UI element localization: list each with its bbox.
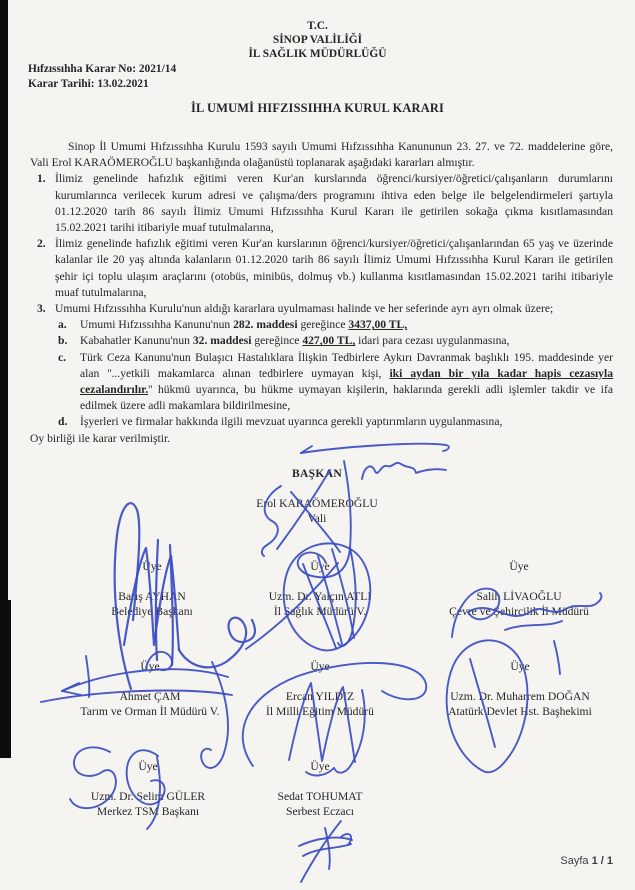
page-footer-label: Sayfa xyxy=(560,855,592,867)
text-segment: gereğince xyxy=(297,318,349,332)
signature-role: Üye xyxy=(142,560,162,573)
signature-role: BAŞKAN xyxy=(291,467,343,480)
scan-edge-artifact xyxy=(0,600,11,758)
item-number: 3. xyxy=(37,302,46,316)
text-segment: '' hükmü uyarınca, bu hükme uymayan kişilerin, haklarında gerekli adli işlemler takdir ve ifa edilmek üzere adli makamlara bildirilmesine, xyxy=(80,383,613,413)
text-segment: gereğince xyxy=(251,334,303,348)
text-segment: 3437,00 TL, xyxy=(348,318,408,332)
signature-block-member xyxy=(210,659,430,719)
letterhead-governorship: SİNOP VALİLİĞİ xyxy=(272,34,363,46)
signature-name: Ahmet ÇAM xyxy=(119,690,181,703)
signature-title: Merkez TSM Başkanı xyxy=(96,805,200,818)
signature-role: Üye xyxy=(310,560,330,573)
decision-subitem xyxy=(30,414,613,430)
text-segment: iki aydan bir yıla kadar hapis cezasıyla cezalandırılır. xyxy=(80,366,613,397)
decision-date: Karar Tarihi: 13.02.2021 xyxy=(28,78,149,90)
page-number: 1 / 1 xyxy=(591,855,613,867)
signature-block-chairman xyxy=(217,466,417,526)
closing-line: Oy birliği ile karar verilmiştir. xyxy=(30,431,171,445)
text-segment: 427,00 TL, xyxy=(302,334,356,348)
signature-block-member xyxy=(210,559,430,619)
document-body xyxy=(30,139,613,447)
signature-ink-member-8 xyxy=(299,821,352,882)
text-segment: İlimiz genelinde hafızlık eğitimi veren Kur'an kurslarında öğrenci/kursiyer/öğretici/çalışanların durumlarını kurumlarınca verilecek kurum adresi ve çalışma/ders programını ihtiva eden belge ile belgelendirmeleri şartıyla 01.12.2020 tarih 86 sayılı İlimiz Umumi Hıfzıssıhha Kurul Kararı ile getirilen sokağa çıkma kısıtlamasından 15.02.2021 tarihi itibariyle muaf tutulmalarına, xyxy=(55,172,613,235)
text-segment: Umumi Hıfzıssıhha Kanunu'nun xyxy=(80,318,234,332)
item-number: d. xyxy=(58,415,68,429)
signature-name: Uzm. Dr. Muharrem DOĞAN xyxy=(450,690,590,703)
signature-name: Uzm. Dr. Selim GÜLER xyxy=(90,790,206,803)
signature-block-member xyxy=(210,759,430,819)
item-number: 1. xyxy=(37,172,46,186)
item-number: b. xyxy=(58,334,68,348)
letterhead xyxy=(0,19,635,61)
signature-title: İl Milli Eğitim Müdürü xyxy=(266,705,374,718)
item-number: c. xyxy=(58,350,67,364)
letterhead-state: T.C. xyxy=(307,20,328,32)
signature-name: Ercan YILDIZ xyxy=(285,690,355,703)
decision-item xyxy=(30,171,613,236)
decision-number: Hıfzıssıhha Karar No: 2021/14 xyxy=(28,63,177,75)
item-number: 2. xyxy=(37,237,46,251)
signature-block-member xyxy=(410,659,630,719)
signature-title: Vali xyxy=(307,512,327,525)
signature-role: Üye xyxy=(310,760,330,773)
text-segment: Kabahatler Kanunu'nun xyxy=(80,334,193,348)
decision-subitem xyxy=(30,333,613,349)
text-segment: idari para cezası uygulanmasına, xyxy=(355,334,510,348)
text-segment: İlimiz genelinde hafızlık eğitimi veren Kur'an kurslarının öğrenci/kursiyer/öğretici/çalışanlarından 65 yaş ve üzerinde kalanlar ile 20 yaş altında kalanların 01.12.2020 tarih 86 sayılı İlimiz Umumi Hıfzıssıhha Kurul Kararı ile getirilen şehir içi toplu ulaşım araçlarını (otobüs, minibüs, dolmuş vb.) kullanma kısıtlamasından 15.02.2021 tarihi itibariyle muaf tutulmalarına, xyxy=(55,237,613,299)
decision-item xyxy=(30,301,613,317)
signature-title: Atatürk Devlet Hst. Başhekimi xyxy=(448,705,592,718)
decision-subitem xyxy=(30,350,613,415)
signature-role: Üye xyxy=(510,660,530,673)
text-segment: Umumi Hıfzıssıhha Kurulu'nun aldığı kararlara uyulmaması halinde ve her seferinde ayrı ayrı olmak üzere; xyxy=(55,302,554,316)
text-segment: Türk Ceza Kanunu'nun Bulaşıcı Hastalıklara İlişkin Tedbirlere Aykırı Davranmak başlıklı 195. maddesinde yer alan ''...yetkili makamlarca alınan tedbirlere uymayan kişi, xyxy=(80,350,613,380)
item-number: a. xyxy=(58,318,67,332)
signature-name: Erol KARAÖMEROĞLU xyxy=(256,497,378,510)
decision-subitem xyxy=(30,317,613,333)
intro-paragraph: Sinop İl Umumi Hıfzıssıhha Kurulu 1593 sayılı Umumi Hıfzıssıhha Kanununun 23. 27. ve 72. maddelerine göre, Vali Erol KARAÖMEROĞLU başkanlığında olağanüstü toplanarak aşağıdaki kararları almıştır. xyxy=(30,140,613,170)
signature-role: Üye xyxy=(310,660,330,673)
text-segment: 32. maddesi xyxy=(192,334,252,348)
page-footer xyxy=(560,855,613,867)
text-segment: 282. maddesi xyxy=(233,318,298,332)
signature-role: Üye xyxy=(140,660,160,673)
signature-name: Salih LİVAOĞLU xyxy=(476,590,562,603)
signature-title: Tarım ve Orman İl Müdürü V. xyxy=(80,705,220,718)
text-segment: İşyerleri ve firmalar hakkında ilgili mevzuat uyarınca gerekli yaptırımların uygulanmasına, xyxy=(80,415,503,429)
document-title: İL UMUMİ HIFZISSIHHA KURUL KARARI xyxy=(190,101,445,115)
signature-title: Çevre ve Şehircilik İl Müdürü xyxy=(449,605,589,618)
signature-role: Üye xyxy=(509,560,529,573)
decision-meta xyxy=(28,62,176,92)
signature-name: Barış AYHAN xyxy=(118,590,186,603)
signature-title: İl Sağlık Müdürü V. xyxy=(273,605,367,618)
scan-edge-artifact xyxy=(0,0,8,600)
signature-title: Serbest Eczacı xyxy=(286,805,354,818)
signature-role: Üye xyxy=(138,760,158,773)
letterhead-directorate: İL SAĞLIK MÜDÜRLÜĞÜ xyxy=(248,48,387,60)
signature-title: Belediye Başkanı xyxy=(111,605,193,618)
decision-list xyxy=(30,171,613,430)
signature-name: Uzm. Dr. Yalçın ATLI xyxy=(268,590,372,603)
signature-block-member xyxy=(409,559,629,619)
signature-name: Sedat TOHUMAT xyxy=(277,790,363,803)
decision-item xyxy=(30,236,613,301)
